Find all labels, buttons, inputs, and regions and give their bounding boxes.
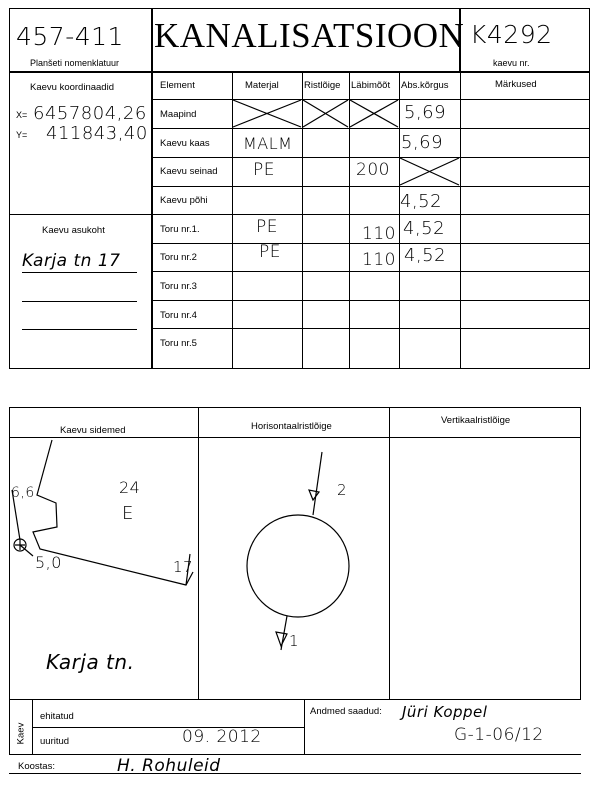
well-number: K4292 bbox=[470, 20, 553, 49]
col-header-diameter: Läbimõõt bbox=[351, 80, 391, 91]
col-header-cross: Ristlõige bbox=[304, 80, 341, 91]
y-coordinate: 411843,40 bbox=[46, 123, 148, 144]
compiled-label: Koostas: bbox=[18, 761, 55, 772]
abs-value: 5,69 bbox=[401, 132, 444, 153]
dist-left: 6,6 bbox=[11, 485, 35, 501]
col-header-abs: Abs.kõrgus bbox=[401, 80, 449, 91]
abs-value: 5,69 bbox=[404, 102, 447, 123]
vertical-section-label: Vertikaalristlõige bbox=[441, 415, 511, 426]
page-title: KANALISATSIOON bbox=[154, 16, 465, 55]
diameter-value: 110 bbox=[362, 224, 396, 244]
divider bbox=[9, 700, 10, 755]
data-from-ref: G-1-06/12 bbox=[454, 725, 544, 745]
building-number: 24 bbox=[119, 478, 141, 497]
material-value: PE bbox=[259, 242, 281, 262]
abs-value: 4,52 bbox=[403, 218, 446, 239]
divider bbox=[9, 754, 581, 755]
horizontal-section-label: Horisontaalristlõige bbox=[251, 421, 332, 432]
row-label: Kaevu kaas bbox=[160, 138, 210, 149]
abs-value: 4,52 bbox=[404, 245, 447, 266]
compiled-name: H. Rohuleid bbox=[117, 756, 221, 776]
row-label: Kaevu põhi bbox=[160, 195, 208, 206]
data-from-label: Andmed saadud: bbox=[310, 706, 382, 717]
plansheet-number: 457-411 bbox=[16, 22, 124, 51]
built-label: ehitatud bbox=[40, 711, 74, 722]
col-header-element: Element bbox=[160, 80, 195, 91]
dist-bottom: 5,0 bbox=[35, 553, 62, 572]
data-from-name: Jüri Koppel bbox=[402, 703, 488, 721]
pipe-label-1: 1 bbox=[289, 632, 300, 650]
location-label: Kaevu asukoht bbox=[42, 225, 105, 236]
divider bbox=[32, 727, 304, 728]
material-value: MALM bbox=[243, 134, 293, 153]
diameter-value: 200 bbox=[356, 160, 390, 180]
dist-right: 17 bbox=[173, 558, 194, 576]
col-header-notes: Märkused bbox=[495, 79, 537, 90]
divider bbox=[9, 773, 581, 774]
col-header-material: Materjal bbox=[245, 80, 279, 91]
location-value: Karja tn 17 bbox=[22, 251, 121, 271]
row-label: Toru nr.1. bbox=[160, 224, 200, 235]
row-label: Toru nr.4 bbox=[160, 310, 197, 321]
row-label: Kaevu seinad bbox=[160, 166, 218, 177]
kaev-label: Kaev bbox=[15, 722, 27, 745]
pipe-arrow-1 bbox=[276, 632, 287, 646]
diameter-value: 110 bbox=[362, 250, 396, 270]
ties-label: Kaevu sidemed bbox=[60, 425, 126, 436]
pipe-arrow-2 bbox=[309, 490, 319, 500]
well-cross-section bbox=[247, 515, 349, 617]
well-number-label: kaevu nr. bbox=[493, 58, 530, 68]
plansheet-label: Planšeti nomenklatuur bbox=[30, 58, 120, 68]
pipe-label-2: 2 bbox=[337, 481, 348, 499]
surveyed-label: uuritud bbox=[40, 736, 70, 747]
material-value: PE bbox=[256, 217, 278, 237]
pipe-line-2 bbox=[313, 452, 322, 515]
building-letter: E bbox=[122, 503, 134, 524]
material-value: PE bbox=[253, 160, 275, 180]
row-label: Toru nr.5 bbox=[160, 338, 197, 349]
x-coordinate: 6457804,26 bbox=[33, 103, 147, 124]
divider bbox=[304, 700, 305, 755]
street-name: Karja tn. bbox=[46, 650, 135, 674]
row-label: Toru nr.3 bbox=[160, 281, 197, 292]
surveyed-date: 09. 2012 bbox=[182, 727, 262, 747]
abs-value: 4,52 bbox=[400, 191, 443, 212]
row-label: Maapind bbox=[160, 109, 197, 120]
row-label: Toru nr.2 bbox=[160, 252, 197, 263]
coords-label: Kaevu koordinaadid bbox=[30, 82, 114, 93]
x-prefix: X= bbox=[16, 110, 28, 120]
y-prefix: Y= bbox=[16, 130, 28, 140]
